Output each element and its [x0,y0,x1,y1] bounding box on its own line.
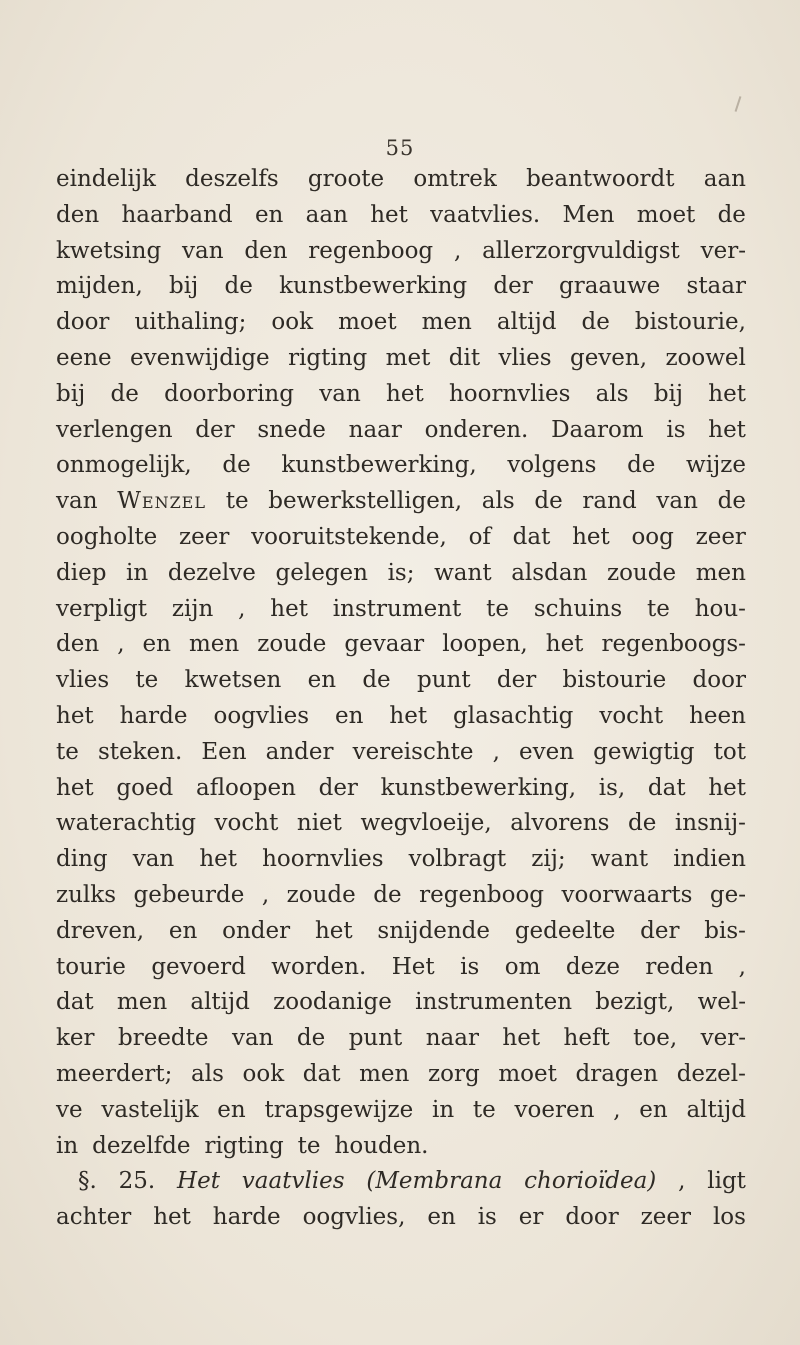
word: worden. [271,953,367,980]
word: indien [673,846,746,873]
word: kunstbewerking [279,273,468,300]
word: rigting [288,344,368,371]
word: de [627,452,656,479]
word: het [545,631,584,658]
word: bis- [704,917,746,944]
word: het [572,523,610,550]
word: oogholte [56,523,158,550]
word: het [314,917,353,944]
word: kwetsing [56,237,162,264]
word: het [370,201,408,228]
word: altijd [686,1096,746,1123]
word: ver- [700,237,746,264]
word: zulks [56,881,117,908]
word: te [486,595,509,622]
text-line [56,627,746,663]
margin-mark [735,96,742,112]
word: en [307,667,337,694]
word: beantwoordt [526,166,675,192]
word: punt [348,1025,403,1052]
word: harde [212,1204,281,1231]
word: omtrek [413,166,497,192]
word: dat [512,523,551,550]
word: het [708,416,746,443]
word: breedte [117,1025,209,1052]
word: gewigtig [593,738,695,765]
text-line [56,806,746,842]
word: gevaar [344,631,425,658]
word: onder [222,917,291,944]
word: verpligt [56,595,148,622]
word: punt [416,667,471,694]
word: rigting [204,1132,284,1159]
word: en [427,1204,456,1231]
word: dreven, [56,917,145,944]
word: door [565,1204,619,1231]
word: 25. [118,1168,156,1195]
word: vocht [599,702,664,729]
word: in [126,559,149,586]
word: kwetsen [184,667,282,694]
word: bistourie [562,667,667,694]
word: bij [56,380,86,407]
word: het [389,702,428,729]
word: ker [56,1025,95,1052]
word: zoowel [665,344,746,371]
word: , [261,881,270,908]
word: van [319,380,361,407]
word: gebeurde [133,881,245,908]
word: het [386,380,424,407]
word: zorg [428,1060,480,1087]
word: insnij- [674,810,746,837]
word: dezel- [676,1060,746,1087]
text-line [56,341,746,377]
word: van [132,846,175,873]
word: bezigt, [595,989,675,1016]
word: is, [598,774,626,801]
word: met [385,344,431,371]
word: schuins [533,595,623,622]
word: ander [265,738,334,765]
word: het [153,1204,191,1231]
word: harde [119,702,188,729]
text-line [56,234,746,270]
word: door [56,309,110,336]
word: even [518,738,575,765]
word: haarband [121,201,233,228]
word: dat [302,1060,341,1087]
word: naar [348,416,402,443]
word: hoornvlies [262,846,384,873]
word: vaatvlies [241,1168,345,1195]
word: aan [703,166,746,192]
word: zoodanige [273,989,392,1016]
word: het [56,702,94,729]
word: der [318,774,358,801]
word: Het [177,1168,220,1195]
word: zoude [286,881,356,908]
word: Wenzel [117,488,206,515]
text-line [56,914,746,950]
word: regenboogs- [601,631,746,658]
word: de [581,309,610,336]
word: trapsgewijze [264,1096,414,1123]
word: als [481,488,515,515]
word: allerzorgvuldigst [482,237,680,264]
word: onderen. [424,416,529,443]
word: en [334,702,364,729]
word: ligt [707,1168,746,1195]
word: dat [56,989,94,1016]
word: toe, [633,1025,678,1052]
word: gevoerd [151,953,246,980]
word: te [646,595,670,622]
word: chorioïdea) [524,1168,657,1195]
word: als [191,1060,224,1087]
word: er [518,1204,544,1231]
word: vooruitstekende, [251,523,447,550]
word: vastelijk [101,1096,199,1123]
word: , [678,1168,686,1195]
word: moet [338,309,397,336]
word: deze [565,953,620,980]
word: wijze [686,452,746,479]
text-line [56,162,746,198]
word: het [502,1025,541,1052]
word: instrument [332,595,462,622]
word: reden [645,953,714,980]
word: oog [631,523,674,550]
word: en [142,631,171,658]
text-line [56,198,746,234]
word: regenboog [419,881,545,908]
word: staar [686,273,746,300]
word: het [708,774,746,801]
word: steken. [97,738,183,765]
word: te [297,1132,321,1159]
text-line [56,413,746,449]
word: vlies [498,344,552,371]
word: vlies [56,667,110,694]
word: of [468,523,491,550]
word: Het [391,953,435,980]
text-line [56,663,746,699]
text-line [56,269,746,305]
text-line [56,448,746,484]
word: , [453,237,462,264]
word: , [117,631,125,658]
word: (Membrana [366,1168,503,1195]
word: de [534,488,563,515]
word: , [738,953,746,980]
word: regenboog [308,237,434,264]
word: in [56,1132,79,1159]
word: kunstbewerking, [281,452,477,479]
word: heft [563,1025,610,1052]
word: dezelfde [92,1132,191,1159]
word: Daarom [551,416,644,443]
word: snijdende [377,917,491,944]
word: diep [56,559,107,586]
word: te [225,488,249,515]
word: vereischte [352,738,474,765]
word: eene [56,344,112,371]
word: gedeelte [514,917,616,944]
word: men [359,1060,410,1087]
word: de [222,452,251,479]
word: goed [116,774,174,801]
text-line [56,305,746,341]
word: ook [242,1060,285,1087]
text-line [56,878,746,914]
word: onmogelijk, [56,452,192,479]
word: zoude [257,631,327,658]
word: de [717,201,746,228]
word: §. [78,1168,97,1195]
text-line [56,377,746,413]
word: alvorens [510,810,610,837]
word: eindelijk [56,166,156,192]
word: ver- [700,1025,746,1052]
text-line [56,1129,746,1165]
word: wel- [697,989,746,1016]
word: hoornvlies [448,380,571,407]
word: graauwe [559,273,661,300]
word: dezelve [167,559,256,586]
word: de [362,667,391,694]
word: bistourie, [634,309,746,336]
word: men [116,989,168,1016]
word: afloopen [195,774,296,801]
text-line [56,592,746,628]
word: is [477,1204,497,1231]
word: is [666,416,686,443]
word: doorboring [164,380,294,407]
word: en [639,1096,668,1123]
word: meerdert; [56,1060,173,1087]
word: als [595,380,629,407]
text-line [56,1093,746,1129]
word: evenwijdige [130,344,270,371]
word: den [56,631,100,658]
word: in [431,1096,455,1123]
word: moet [636,201,696,228]
word: is; [387,559,415,586]
word: ve [56,1096,83,1123]
word: zeer [179,523,230,550]
word: der [496,667,537,694]
word: vaatvlies. [430,201,541,228]
word: zoude [606,559,677,586]
page-number: 55 [385,136,415,160]
word: en [168,917,198,944]
word: loopen, [442,631,528,658]
word: de [296,1025,326,1052]
word: het [708,380,746,407]
word: te [135,667,159,694]
word: waterachtig [56,810,196,837]
word: , [238,595,246,622]
word: het [270,595,308,622]
word: glasachtig [453,702,574,729]
word: en [254,201,284,228]
word: Men [562,201,615,228]
word: om [504,953,541,980]
word: alsdan [511,559,588,586]
text-line [56,1200,746,1236]
word: te [56,738,79,765]
word: voeren [514,1096,595,1123]
word: vocht [214,810,279,837]
word: het [199,846,237,873]
word: , [492,738,500,765]
text-line [56,735,746,771]
word: zeer [695,523,746,550]
text-line [56,484,746,520]
word: der [640,917,680,944]
word: van [56,488,98,515]
word: hou- [694,595,746,622]
word: het [56,774,94,801]
word: mijden, [56,273,143,300]
word: gelegen [275,559,368,586]
word: den [244,237,288,264]
word: niet [296,810,342,837]
word: men [421,309,472,336]
word: de [717,488,746,515]
word: zeer [640,1204,692,1231]
body-text [56,162,746,1236]
word: houden. [334,1132,429,1159]
word: van [656,488,698,515]
word: der [195,416,235,443]
word: den [56,201,100,228]
text-line [56,950,746,986]
text-line [56,520,746,556]
word: de [110,380,139,407]
word: altijd [190,989,250,1016]
word: bewerkstelligen, [268,488,463,515]
word: uithaling; [134,309,247,336]
word: is [460,953,480,980]
word: men [695,559,746,586]
word: volgens [507,452,597,479]
word: bij [653,380,684,407]
word: wegvloeije, [360,810,492,837]
text-line [56,985,746,1021]
word: deszelfs [185,166,279,192]
word: heen [689,702,746,729]
word: zij; [531,846,566,873]
word: want [434,559,492,586]
text-line [56,1164,746,1200]
word: zijn [171,595,214,622]
word: dit [448,344,481,371]
word: bij [169,273,199,300]
word: oogvlies, [302,1204,406,1231]
word: instrumenten [415,989,573,1016]
word: aan [305,201,348,228]
word: achter [56,1204,132,1231]
word: te [472,1096,496,1123]
word: geven, [569,344,648,371]
word: verlengen [56,416,173,443]
word: kunstbewerking, [380,774,577,801]
word: de [224,273,253,300]
word: men [189,631,240,658]
word: oogvlies [213,702,310,729]
word: naar [425,1025,479,1052]
word: tourie [56,953,126,980]
word: want [590,846,649,873]
word: , [613,1096,621,1123]
word: altijd [496,309,557,336]
word: ding [56,846,108,873]
word: de [373,881,402,908]
text-line [56,1057,746,1093]
word: van [181,237,224,264]
word: dat [647,774,686,801]
text-line [56,699,746,735]
text-line [56,556,746,592]
word: de [628,810,657,837]
word: en [217,1096,246,1123]
word: rand [582,488,637,515]
word: der [493,273,533,300]
word: volbragt [408,846,507,873]
word: door [692,667,746,694]
word: dragen [575,1060,659,1087]
word: ge- [709,881,746,908]
word: voorwaarts [561,881,693,908]
word: tot [713,738,746,765]
word: groote [307,166,385,192]
word: moet [498,1060,557,1087]
word: snede [257,416,326,443]
word: ook [271,309,314,336]
word: Een [201,738,247,765]
text-line [56,771,746,807]
text-line [56,1021,746,1057]
word: los [712,1204,746,1231]
word: van [231,1025,274,1052]
text-line [56,842,746,878]
